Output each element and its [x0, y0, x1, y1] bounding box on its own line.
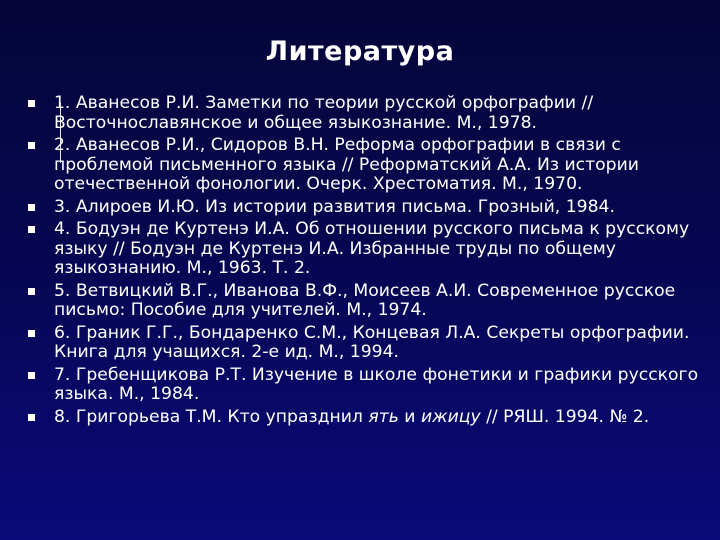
list-item-text-part: и	[398, 406, 421, 427]
square-bullet-icon	[28, 372, 35, 379]
list-item-text: 4. Бодуэн де Куртенэ И.А. Об отношении русского письма к русскому языку // Бодуэн де Куртенэ И.А. Избранные труды по общему языкознанию. М., 1963. Т. 2.	[54, 219, 690, 278]
bibliography-list	[0, 94, 720, 430]
list-item-text: 3. Алироев И.Ю. Из истории развития письма. Грозный, 1984.	[54, 196, 615, 217]
list-item-text-part: 8. Григорьева Т.М. Кто упразднил	[54, 406, 369, 427]
list-item	[0, 366, 720, 405]
list-item-text: 5. Ветвицкий В.Г., Иванова В.Ф., Моисеев А.И. Современное русское письмо: Пособие для учителей. М., 1974.	[54, 280, 676, 320]
list-item-text: 2. Аванесов Р.И., Сидоров В.Н. Реформа орфографии в связи с проблемой письменного языка // Реформатский А.А. Из истории отечественной фонологии. Очерк. Хрестоматия. М., 1970.	[54, 135, 639, 194]
square-bullet-icon	[28, 414, 35, 421]
list-item	[0, 408, 720, 428]
list-item-text: 1. Аванесов Р.И. Заметки по теории русской орфографии // Восточнославянское и общее языкознание. М., 1978.	[54, 93, 594, 133]
list-item	[0, 220, 720, 279]
slide-title: Литература	[265, 36, 455, 67]
list-item	[0, 324, 720, 363]
italic-word-yat: ять	[368, 406, 399, 427]
list-item	[0, 94, 720, 133]
square-bullet-icon	[28, 288, 35, 295]
square-bullet-icon	[28, 226, 35, 233]
square-bullet-icon	[28, 330, 35, 337]
square-bullet-icon	[28, 142, 35, 149]
list-item-text	[54, 407, 649, 427]
list-item	[0, 198, 720, 218]
square-bullet-icon	[28, 204, 35, 211]
list-item	[0, 136, 720, 195]
list-item	[0, 282, 720, 321]
list-item-text: 6. Граник Г.Г., Бондаренко С.М., Концевая Л.А. Секреты орфографии. Книга для учащихся. 2-е ид. М., 1994.	[54, 322, 690, 362]
square-bullet-icon	[28, 100, 35, 107]
list-item-text-part: // РЯШ. 1994. № 2.	[480, 406, 650, 427]
italic-word-izhitsa: ижицу	[420, 406, 481, 427]
list-item-text: 7. Гребенщикова Р.Т. Изучение в школе фонетики и графики русского языка. М., 1984.	[54, 364, 699, 404]
